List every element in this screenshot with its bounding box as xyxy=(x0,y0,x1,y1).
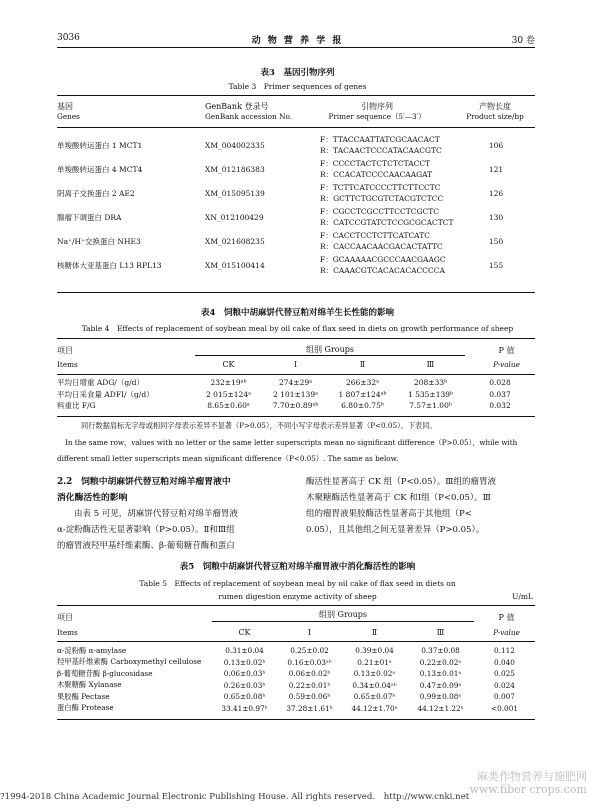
table5-header-rule xyxy=(57,641,535,642)
paragraph-line: 0.05），且其他组之间无显著差异（P>0.05）。 xyxy=(306,525,485,535)
paragraph-line: 的瘤胃液羟甲基纤维素酶、β-葡萄糖苷酶和蛋白 xyxy=(57,541,235,551)
table3-top-rule xyxy=(57,95,535,96)
table-row: Na⁺/H⁺交换蛋白 NHE3 XM_021608235 F：CACCTCCTCTTCATCATC R：CACCAACAACGACACTATTC 150 xyxy=(57,231,504,251)
table4-title-en: Table 4 Effects of replacement of soybean meal by oil cake of flax seed in diets on growth performance of sheep xyxy=(81,324,514,333)
section-heading-cont: 消化酶活性的影响 xyxy=(57,493,128,503)
table-row: 核糖体大亚基蛋白 L13 RPL13 XM_015100414 F：GCAAAAACGCCCAACGAAGC R：CAAACGTCACACACACCCCA 155 xyxy=(57,255,504,275)
paragraph-line: 酶活性显著高于 CK 组（P<0.05）。Ⅲ组的瘤胃液 xyxy=(306,477,496,487)
table-row: 蛋白酶 Protease 33.41±0.97ᵇ 37.28±1.61ᵇ 44.12±1.70ᵃ 44.12±1.22ᵃ <0.001 xyxy=(57,703,518,713)
table-row: 单羧酸转运蛋白 4 MCT4 XM_012186383 F：CCCCTACTCTCTCTACCT R：CCACATCCCCAACAAGAT 121 xyxy=(57,159,504,179)
table5-items-header: 项目 Items xyxy=(57,613,78,637)
table4-pvalue-header: P 值 P-value xyxy=(493,346,520,369)
table3-header-size: 产物长度 Product size/bp xyxy=(466,102,524,121)
table4-title-cn: 表4 饲粮中胡麻饼代替豆粕对绵羊生长性能的影响 xyxy=(201,308,394,318)
table-row: α-淀粉酶 α-amylase 0.31±0.04 0.25±0.02 0.39±0.04 0.37±0.08 0.112 xyxy=(57,645,515,656)
table4-header-rule xyxy=(57,374,535,375)
table4-note-cn: 同行数据肩标无字母或相同字母表示差异不显著（P>0.05），不同小写字母表示差异显著（P<0.05）。下表同。 xyxy=(81,421,437,430)
table5-groups-rule xyxy=(212,621,474,622)
table-row: 单羧酸转运蛋白 1 MCT1 XM_004002335 F：TTACCAATTATCGCAACACT R：TACAACTCCCATACAACGTC 106 xyxy=(57,135,504,155)
table4-body xyxy=(57,377,535,412)
table3-title-cn: 表3 基因引物序列 xyxy=(260,68,335,78)
table5-title-en-1: Table 5 Effects of replacement of soybean meal by oil cake of flax seed in diets on xyxy=(139,579,456,588)
table5-body xyxy=(57,645,535,714)
table-row: 平均日采食量 ADFI/（g/d） 2 015±124ᵃ 2 101±139ᵃ 1 807±124ᵃᵇ 1 535±139ᵇ 0.037 xyxy=(57,389,511,399)
table4-groups-header: 组别 Groups xyxy=(306,345,354,354)
table4-bottom-rule xyxy=(57,416,535,417)
table3-bottom-rule xyxy=(57,292,535,293)
table-row: 平均日增重 ADG/（g/d） 232±19ᵃᵇ 274±29ᵃ 266±32ᵃ 208±33ᵇ 0.028 xyxy=(57,378,511,388)
table5-title-cn: 表5 饲粮中胡麻饼代替豆粕对绵羊瘤胃液中消化酶活性的影响 xyxy=(179,562,416,572)
page-number: 3036 xyxy=(57,33,80,43)
table5-groups-header: 组别 Groups xyxy=(319,610,367,619)
table4-note-en-1: In the same row，values with no letter or the same letter superscripts mean no significant difference（P>0.05），while with xyxy=(65,438,518,447)
table-row: 果胶酶 Pectase 0.65±0.08ᵇ 0.59±0.06ᵇ 0.65±0.07ᵇ 0.99±0.08ᵃ 0.007 xyxy=(57,691,515,702)
section-right-column xyxy=(306,474,535,538)
table3-header-rule xyxy=(57,127,535,128)
table4-top-rule xyxy=(57,338,535,339)
table4-items-header: 项目 Items xyxy=(57,346,78,369)
table3-header-accession: GenBank 登录号 GenBank accession No. xyxy=(205,102,293,121)
paragraph-line: 木聚糖酶活性显著高于 CK 和Ⅰ组（P<0.05）。Ⅲ xyxy=(306,493,491,503)
paragraph-line: 组的瘤胃液果胶酶活性显著高于其他组（P< xyxy=(306,509,472,519)
volume-number: 30 卷 xyxy=(511,36,535,46)
table-row: 料重比 F/G 8.65±0.60ᵃ 7.70±0.89ᵃᵇ 6.80±0.75ᵇ 7.57±1.00ᵇ 0.032 xyxy=(57,401,511,411)
section-heading: 2.2 饲粮中胡麻饼代替豆粕对绵羊瘤胃液中 xyxy=(57,477,231,487)
table-row: 羟甲基纤维素酶 Carboxymethyl cellulose 0.13±0.02ᵇ 0.16±0.03ᵃᵇ 0.21±01ᵃ 0.22±0.02ᵃ 0.040 xyxy=(57,657,515,667)
paragraph-line: 由表 5 可见，胡麻饼代替豆粕对绵羊瘤胃液 xyxy=(74,509,238,519)
table5-group-columns: CK Ⅰ Ⅱ Ⅲ xyxy=(238,628,445,637)
header-rule xyxy=(57,47,535,48)
table5-top-rule xyxy=(57,605,535,606)
table-row: 阴离子交换蛋白 2 AE2 XM_015095139 F：TCTTCATCCCCTTCTTCCTC R：GCTTCTGCGTCTACGTCTCC 126 xyxy=(57,183,504,203)
table-row: β-葡萄糖苷酶 β-glucosidase 0.06±0.03ᵇ 0.06±0.02ᵇ 0.13±0.02ᵃ 0.13±0.01ᵃ 0.025 xyxy=(57,668,515,679)
table4-note-en-2: different small letter superscripts mean significant difference（P<0.05）. The same as below. xyxy=(57,454,399,463)
table4-groups-rule xyxy=(195,355,465,356)
table-row: 腺瘤下调蛋白 DRA XN_012100429 F：CGCCTCGCCTTCCTCGCTC R：CATCCGTATCTCCGCGCACTCT 130 xyxy=(57,207,504,227)
watermark: 麻类作物营养与施肥网 www.fiber crops.com xyxy=(469,770,587,796)
section-left-column xyxy=(57,474,294,554)
table3-title-en: Table 3 Primer sequences of genes xyxy=(228,82,367,91)
journal-title: 动 物 营 养 学 报 xyxy=(251,36,344,46)
table3-header-gene: 基因 Genes xyxy=(57,102,80,121)
table-row: 木聚糖酶 Xylanase 0.26±0.03ᵇ 0.22±0.01ᵇ 0.34±0.04ᵃᵇ 0.47±0.09ᵃ 0.024 xyxy=(57,680,515,690)
table5-title-en-2: rumen digestion enzyme activity of sheep xyxy=(218,592,377,601)
table5-pvalue-header: P 值 P-value xyxy=(493,613,520,637)
table5-unit: U/mL xyxy=(512,592,533,601)
table5-bottom-rule xyxy=(57,719,535,720)
copyright-footer: ?1994-2018 China Academic Journal Electronic Publishing House. All rights reserved. http://www.cnki.net xyxy=(0,792,470,802)
table3-header-primer: 引物序列 Primer sequence（5′—3′） xyxy=(328,102,426,121)
paragraph-line: α-淀粉酶活性无显著影响（P>0.05）。Ⅱ和Ⅲ组 xyxy=(57,525,235,535)
table4-group-columns: CK Ⅰ Ⅱ Ⅲ xyxy=(222,360,435,369)
table3-body xyxy=(57,133,539,277)
